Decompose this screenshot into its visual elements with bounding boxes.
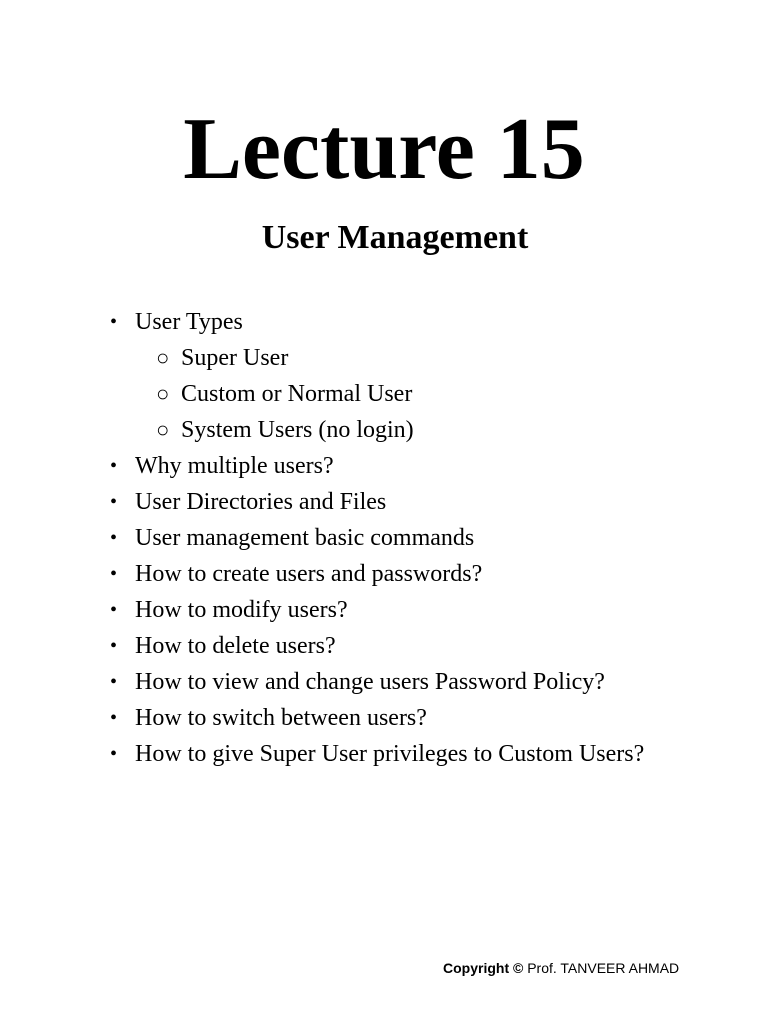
page-title: Lecture 15	[183, 101, 585, 198]
author-name: Prof. TANVEER AHMAD	[527, 960, 680, 976]
circle-bullet-icon: ○	[156, 417, 170, 442]
bullet-icon: •	[110, 563, 118, 585]
outline-item	[106, 556, 746, 592]
bullet-icon: •	[110, 491, 118, 513]
outline-item-text: How to view and change users Password Policy?	[135, 669, 605, 695]
outline-subitem	[106, 340, 746, 376]
outline-subitem	[106, 412, 746, 448]
outline-item-text: How to give Super User privileges to Custom Users?	[135, 741, 645, 767]
outline-item	[106, 520, 746, 556]
bullet-icon: •	[110, 527, 118, 549]
outline-item	[106, 592, 746, 628]
outline-item-text: How to create users and passwords?	[135, 561, 483, 587]
outline-item-text: User Directories and Files	[135, 489, 387, 515]
bullet-icon: •	[110, 311, 118, 333]
bullet-icon: •	[110, 707, 118, 729]
outline-item	[106, 700, 746, 736]
outline-item-text: System Users (no login)	[181, 417, 414, 443]
outline-item-text: How to switch between users?	[135, 705, 427, 731]
copyright-label: Copyright ©	[443, 960, 524, 976]
page-subtitle: User Management	[261, 219, 529, 256]
circle-bullet-icon: ○	[156, 345, 170, 370]
outline-item-text: How to delete users?	[135, 633, 336, 659]
bullet-icon: •	[110, 671, 118, 693]
outline-item	[106, 628, 746, 664]
topic-outline	[106, 304, 746, 772]
outline-item	[106, 736, 746, 772]
bullet-icon: •	[110, 743, 118, 765]
copyright-footer	[443, 958, 679, 978]
outline-item	[106, 664, 746, 700]
outline-subitem	[106, 376, 746, 412]
outline-item	[106, 484, 746, 520]
outline-item-text: User Types	[135, 309, 243, 335]
bullet-icon: •	[110, 599, 118, 621]
outline-item	[106, 304, 746, 340]
bullet-icon: •	[110, 635, 118, 657]
outline-item-text: Super User	[181, 345, 289, 371]
outline-item	[106, 448, 746, 484]
bullet-icon: •	[110, 455, 118, 477]
circle-bullet-icon: ○	[156, 381, 170, 406]
outline-item-text: User management basic commands	[135, 525, 475, 551]
outline-item-text: How to modify users?	[135, 597, 348, 623]
outline-item-text: Why multiple users?	[135, 453, 334, 479]
outline-item-text: Custom or Normal User	[181, 381, 413, 407]
